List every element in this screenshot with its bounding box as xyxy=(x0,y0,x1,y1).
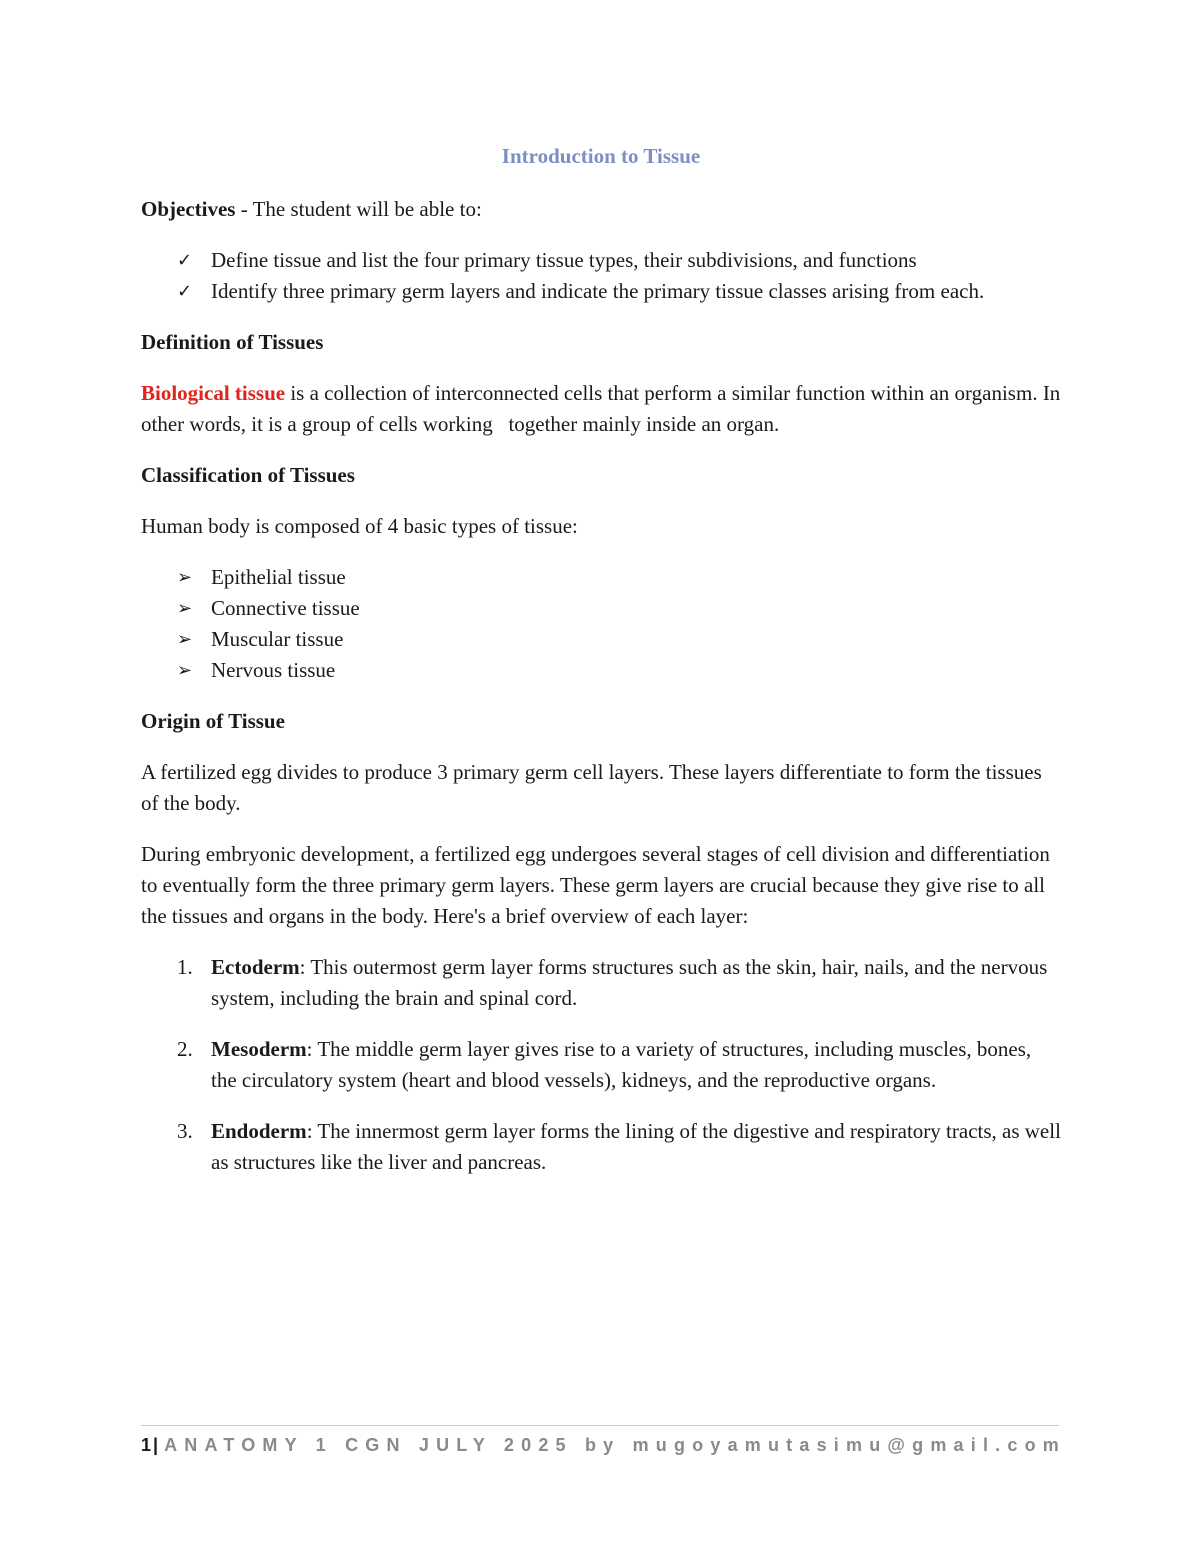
checkmark-icon: ✓ xyxy=(177,250,193,271)
definition-term: Biological tissue xyxy=(141,381,286,405)
definition-text: is a collection of interconnected cells that perform a similar function within an organism. In other words, it is a group of cells working together mainly inside an organ. xyxy=(141,381,1066,436)
arrow-bullet-icon: ➢ xyxy=(177,567,193,588)
page-content xyxy=(141,138,1066,1198)
tissue-type-item xyxy=(141,593,1061,624)
tissue-type-item xyxy=(141,655,1061,686)
germ-layer-item xyxy=(141,952,1061,1014)
definition-heading: Definition of Tissues xyxy=(141,330,324,354)
tissue-type-text: Muscular tissue xyxy=(211,627,344,651)
objectives-line xyxy=(141,194,1061,225)
germ-layer-text: : The innermost germ layer forms the lining of the digestive and respiratory tracts, as well as structures like the liver and pancreas. xyxy=(211,1119,1061,1174)
list-number: 1. xyxy=(177,955,193,979)
objective-text: Define tissue and list the four primary tissue types, their subdivisions, and functions xyxy=(211,248,917,272)
objective-item xyxy=(141,245,1061,276)
germ-layer-item xyxy=(141,1116,1061,1178)
arrow-bullet-icon: ➢ xyxy=(177,660,193,681)
tissue-types-list xyxy=(141,562,1061,686)
tissue-type-text: Epithelial tissue xyxy=(211,565,346,589)
page-number: 1 xyxy=(141,1435,152,1455)
germ-layer-text: : The middle germ layer gives rise to a variety of structures, including muscles, bones, the circulatory system (heart and blood vessels), kidneys, and the reproductive organs. xyxy=(211,1037,1032,1092)
list-number: 3. xyxy=(177,1119,193,1143)
tissue-type-text: Nervous tissue xyxy=(211,658,336,682)
footer-text: ANATOMY 1 CGN JULY 2025 by mugoyamutasimu@gmail.com xyxy=(164,1435,1066,1455)
classification-heading: Classification of Tissues xyxy=(141,463,355,487)
germ-layer-name: Endoderm xyxy=(211,1119,307,1143)
classification-intro: Human body is composed of 4 basic types of tissue: xyxy=(141,514,578,538)
tissue-type-item xyxy=(141,562,1061,593)
page-footer xyxy=(141,1431,1066,1459)
origin-paragraph-2: During embryonic development, a fertilized egg undergoes several stages of cell division and differentiation to eventually form the three primary germ layers. These germ layers are crucial because they give rise to all the tissues and organs in the body. Here's a brief overview of each layer: xyxy=(141,842,1050,928)
footer-divider xyxy=(141,1425,1059,1426)
footer-separator: | xyxy=(153,1435,159,1455)
germ-layer-item xyxy=(141,1034,1061,1096)
objectives-list xyxy=(141,245,1061,307)
list-number: 2. xyxy=(177,1037,193,1061)
objectives-intro: - The student will be able to: xyxy=(235,197,482,221)
germ-layers-list xyxy=(141,952,1061,1178)
page-title: Introduction to Tissue xyxy=(501,144,701,168)
germ-layer-text: : This outermost germ layer forms structures such as the skin, hair, nails, and the nervous system, including the brain and spinal cord. xyxy=(211,955,1048,1010)
origin-paragraph-1: A fertilized egg divides to produce 3 primary germ cell layers. These layers differentiate to form the tissues of the body. xyxy=(141,760,1042,815)
objective-text: Identify three primary germ layers and indicate the primary tissue classes arising from each. xyxy=(211,279,985,303)
germ-layer-name: Mesoderm xyxy=(211,1037,307,1061)
arrow-bullet-icon: ➢ xyxy=(177,629,193,650)
tissue-type-text: Connective tissue xyxy=(211,596,360,620)
checkmark-icon: ✓ xyxy=(177,281,193,302)
definition-paragraph xyxy=(141,378,1066,440)
arrow-bullet-icon: ➢ xyxy=(177,598,193,619)
objective-item xyxy=(141,276,1061,307)
germ-layer-name: Ectoderm xyxy=(211,955,300,979)
origin-heading: Origin of Tissue xyxy=(141,709,285,733)
objectives-label: Objectives xyxy=(141,197,236,221)
tissue-type-item xyxy=(141,624,1061,655)
